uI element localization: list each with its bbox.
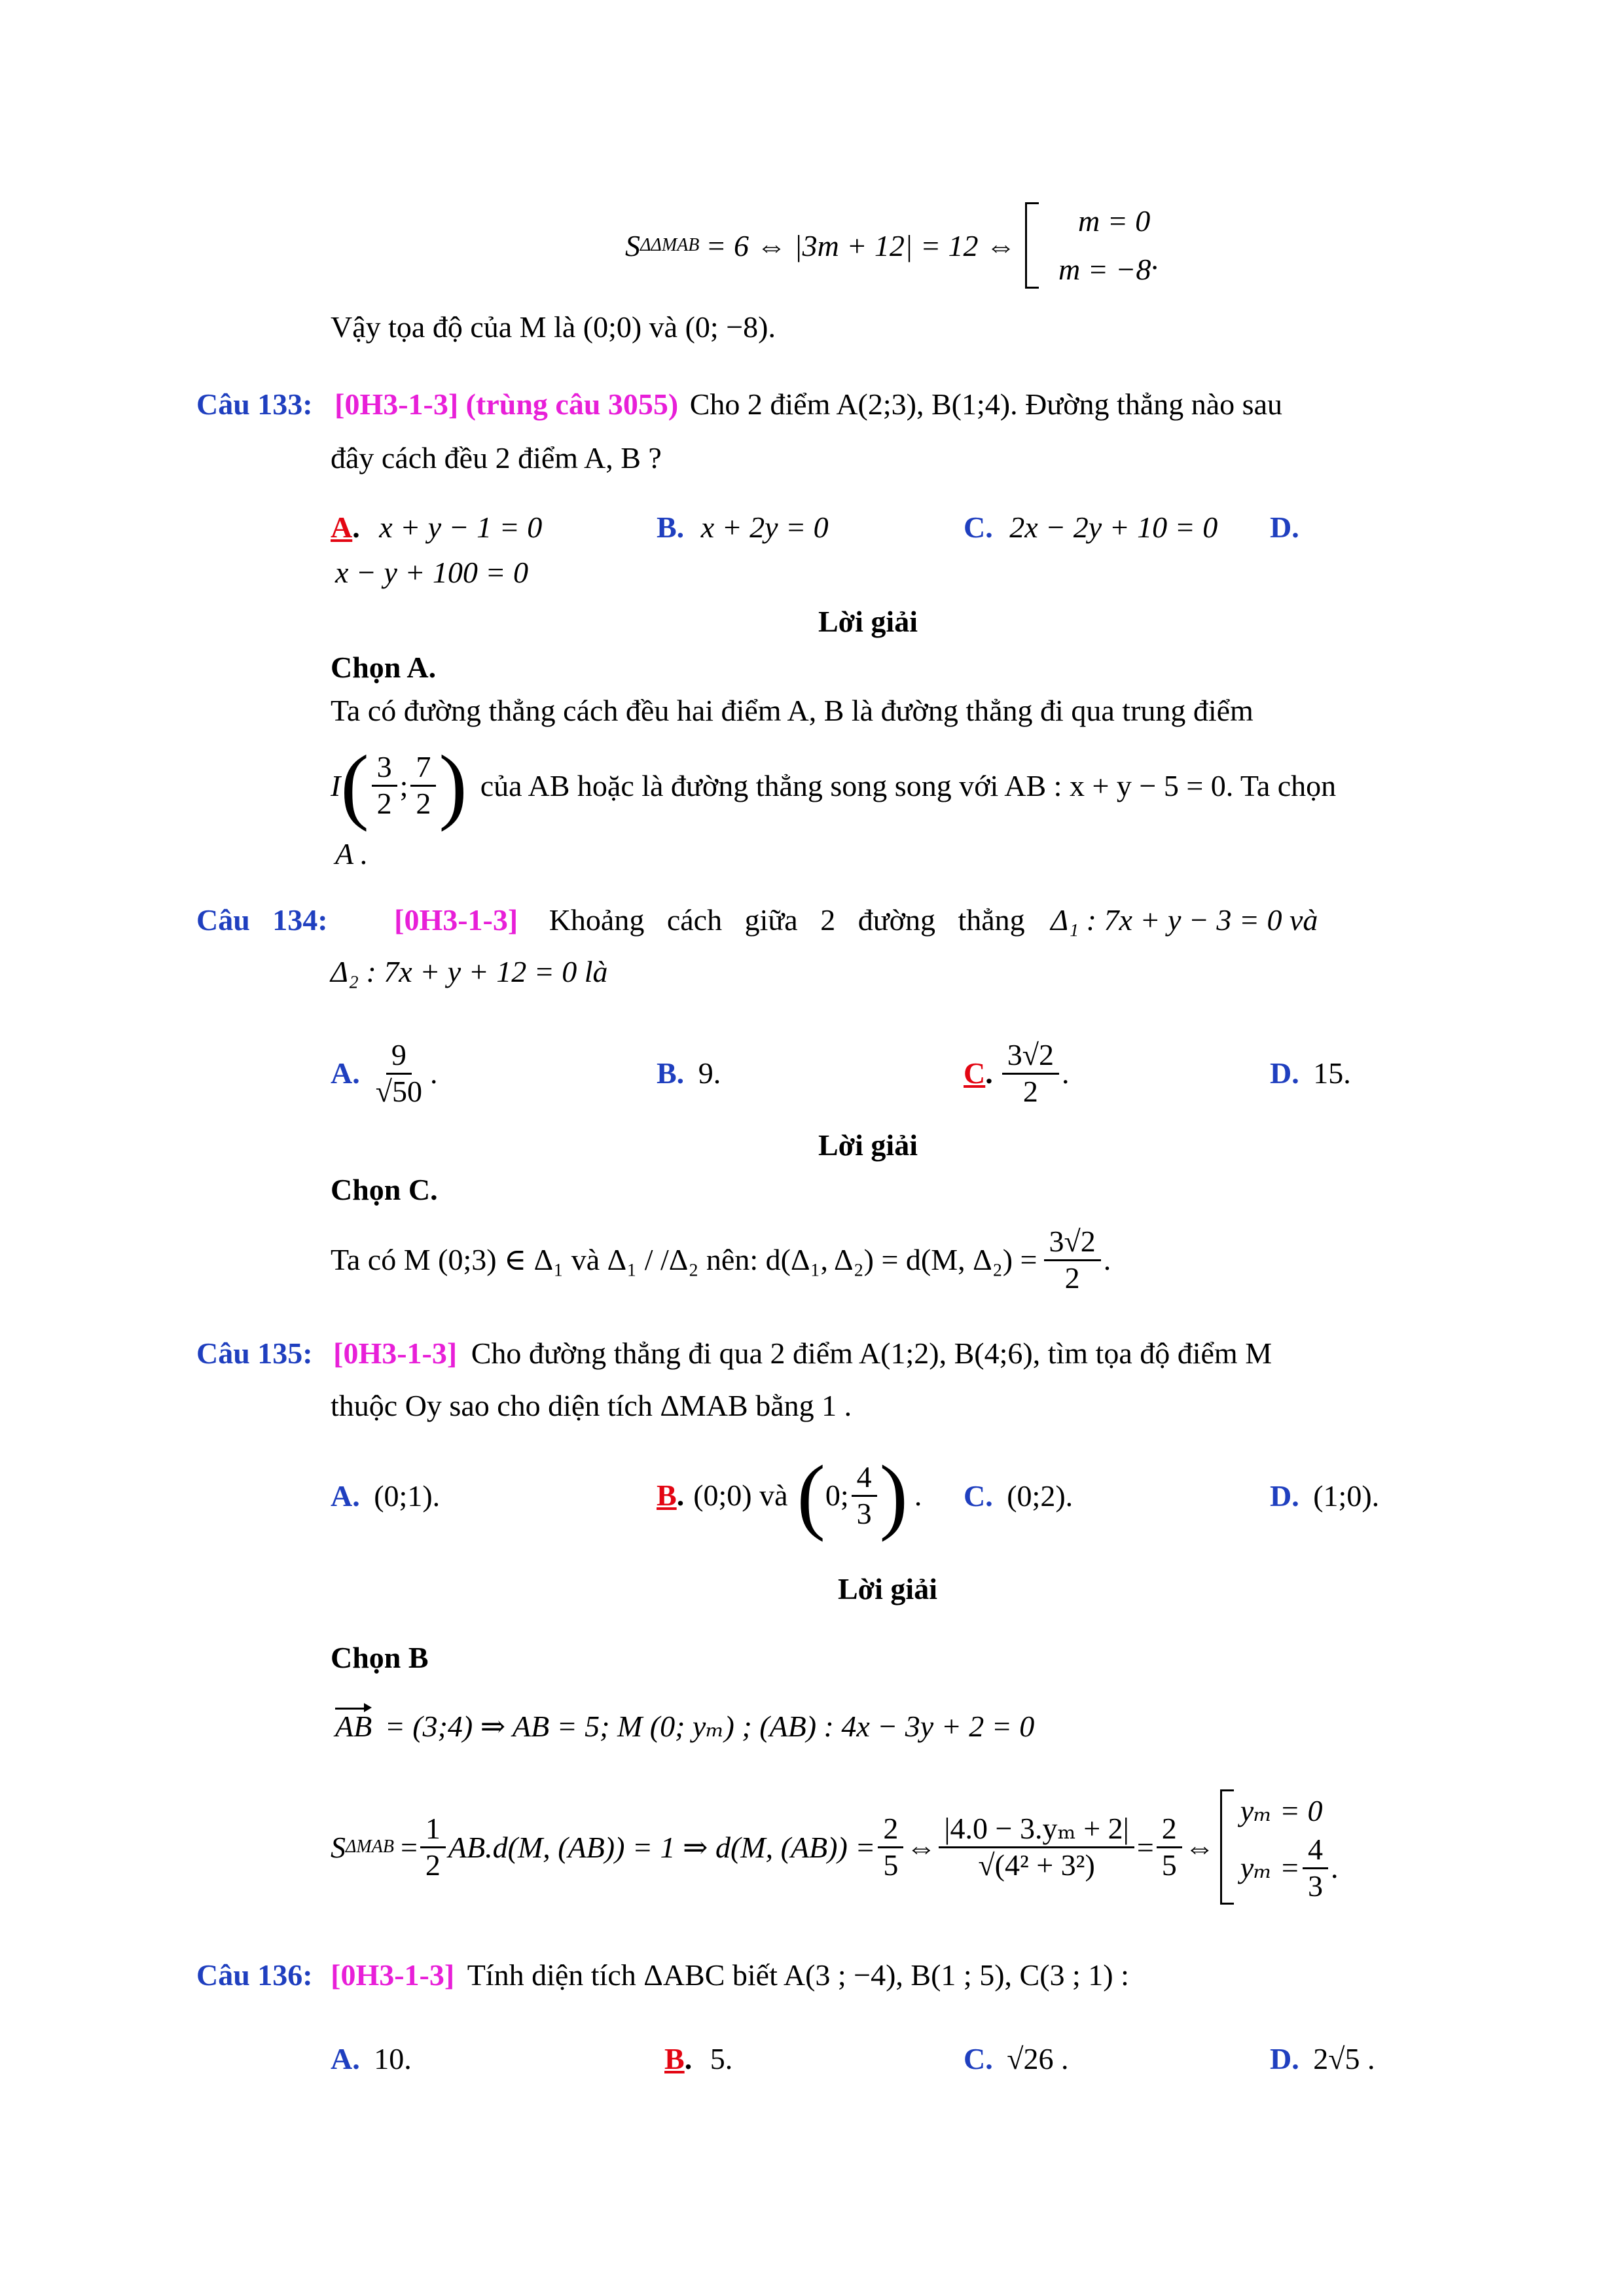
q133-sol2-frac1-den: 2 [376, 786, 392, 820]
q134-sol1: Ta có M (0;3) ∈ Δ₁ và Δ₁ / /Δ₂ nên: d(Δ₁, Δ₂) = d(M, Δ₂) = $\frac{3√2}{2}$ . [331, 1224, 1111, 1295]
q133-option-d[interactable] [1270, 509, 1299, 545]
q135-sol2-lhs: S [331, 1830, 346, 1864]
q135-option-b-frac [852, 1460, 877, 1532]
top-formula-bracket [1025, 202, 1039, 289]
top-conclusion: Vậy tọa độ của M là (0;0) và (0; −8). [331, 310, 776, 344]
q133-option-a-dot: . [352, 511, 360, 544]
q136-text1: Tính diện tích ΔABC biết A(3 ; −4), B(1 ; 5), C(3 ; 1) : [467, 1958, 1129, 1992]
q133-option-c[interactable] [964, 509, 1218, 545]
q135-option-c-value: (0;2). [1007, 1479, 1074, 1513]
q134-option-d-label: D. [1270, 1056, 1299, 1090]
q136-label: Câu 136: [196, 1958, 313, 1992]
q136-option-d-value: 2√5 . [1313, 2042, 1375, 2075]
q135-sol2-frac-b-den: 5 [883, 1848, 899, 1882]
q133-choose: Chọn A. [331, 651, 437, 684]
q135-sol2-frac-c-den: √(4² + 3²) [978, 1848, 1095, 1882]
q133-sol2-frac1 [372, 750, 397, 821]
q133-text1: Cho 2 điểm A(2;3), B(1;4). Đường thẳng nào sau [689, 387, 1282, 421]
q133-sol2-rparen: ) [439, 738, 467, 833]
q133-sol2-frac2-den: 2 [416, 786, 431, 820]
q134-sol1-frac [1044, 1225, 1101, 1296]
q135-sol2-frac-d-den: 5 [1161, 1848, 1177, 1882]
q133-option-d-value: x − y + 100 = 0 [335, 556, 528, 589]
q135-label: Câu 135: [196, 1336, 313, 1370]
q134-text1: Khoảng cách giữa 2 đường thẳng [549, 903, 1025, 937]
q135-sol2-case2: yₘ = [1240, 1850, 1300, 1884]
q135-option-b-rparen: ) [879, 1448, 908, 1543]
q133-option-a[interactable] [331, 509, 542, 545]
q135-option-b[interactable]: B . (0;0) và ( 0; $\frac{4}{3}$ ) . [657, 1448, 922, 1543]
q136-option-c-value: √26 . [1007, 2042, 1069, 2075]
q134-sol1-num: 3√2 [1044, 1225, 1101, 1261]
top-formula-sub: ΔΔMAB [640, 235, 700, 255]
q134-option-a[interactable]: A. $\frac{9}{√50}$ . [331, 1037, 438, 1108]
q134-option-a-label: A. [331, 1056, 360, 1090]
q135-option-b-value: (0;0) và [693, 1479, 788, 1513]
q134-sol1-text: Ta có M (0;3) ∈ Δ₁ và Δ₁ / /Δ₂ nên: d(Δ₁, Δ₂) = d(M, Δ₂) = [331, 1243, 1038, 1277]
q135-sol2-bracket [1220, 1789, 1234, 1905]
q135-sol2-frac-c-num: |4.0 − 3.yₘ + 2| [939, 1812, 1134, 1848]
q134-option-a-den: √50 [375, 1074, 422, 1108]
q134-text1-math: Δ₁ : 7x + y − 3 = 0 và [1051, 903, 1318, 937]
q135-text1: Cho đường thẳng đi qua 2 điểm A(1;2), B(4;6), tìm tọa độ điểm M [471, 1336, 1272, 1370]
q135-option-a-label: A. [331, 1479, 360, 1513]
q133-option-c-label: C. [964, 511, 993, 544]
q135-sol2-frac-c [939, 1812, 1134, 1883]
q135-solution-title: Lời giải [838, 1572, 937, 1605]
q134-text2: Δ₂ : 7x + y + 12 = 0 là [331, 955, 608, 988]
q133-option-b-label: B. [657, 511, 685, 544]
q135-option-b-label: B [657, 1479, 677, 1513]
q135-tag: [0H3-1-3] [333, 1336, 458, 1370]
top-formula-case1: m = 0 [1078, 204, 1151, 238]
q134-solution-title: Lời giải [818, 1128, 918, 1162]
q135-sol1-vec: AB [335, 1710, 372, 1743]
top-formula [625, 196, 1159, 295]
q135-sol2-cases: yₘ = 0 yₘ = $\frac{4}{3}$ . [1240, 1790, 1339, 1903]
q134-option-b-value: 9. [698, 1056, 721, 1090]
q134-option-d-value: 15. [1313, 1056, 1351, 1090]
q135-sol2-frac-d [1157, 1812, 1182, 1883]
q134-tag: [0H3-1-3] [394, 903, 518, 937]
q133-tag: [0H3-1-3] (trùng câu 3055) [334, 387, 679, 421]
top-formula-s: S [625, 228, 640, 262]
q135-option-b-num: 4 [852, 1460, 877, 1497]
q135-sol2-frac-b [878, 1812, 903, 1883]
q136-option-b[interactable]: B. 5. [664, 2042, 733, 2075]
q134-option-c[interactable]: C . $\frac{3√2}{2}$ . [964, 1037, 1070, 1108]
q135-choose: Chọn B [331, 1641, 429, 1674]
q135-option-c-label: C. [964, 1479, 993, 1513]
q135-header [196, 1335, 1272, 1371]
q136-option-a[interactable] [331, 2041, 412, 2077]
q136-option-c-label: C. [964, 2042, 993, 2075]
q135-sol2-frac-a-den: 2 [425, 1848, 441, 1882]
q133-text2: đây cách đều 2 điểm A, B ? [331, 441, 662, 475]
q134-label: Câu 134: [196, 903, 328, 937]
q135-option-d-value: (1;0). [1313, 1479, 1380, 1513]
q133-solution-title: Lời giải [818, 605, 918, 638]
q135-sol2-mid: AB.d(M, (AB)) = 1 ⇒ d(M, (AB)) = [448, 1831, 876, 1864]
q136-header [196, 1957, 1129, 1993]
q133-header [196, 386, 1282, 422]
q134-option-b[interactable] [657, 1055, 721, 1091]
q133-sol2-frac1-num: 3 [372, 750, 397, 787]
q133-sol1: Ta có đường thẳng cách đều hai điểm A, B là đường thẳng đi qua trung điểm [331, 694, 1254, 727]
q136-option-b-label: B [664, 2042, 685, 2075]
q133-sol2-frac2 [410, 750, 436, 821]
q135-sol1-text: = (3;4) ⇒ AB = 5; M (0; yₘ) ; (AB) : 4x − 3y + 2 = 0 [384, 1710, 1035, 1743]
q134-option-d[interactable] [1270, 1055, 1351, 1091]
q135-sol2-frac-d-num: 2 [1157, 1812, 1182, 1848]
q133-option-c-value: 2x − 2y + 10 = 0 [1009, 511, 1218, 544]
q135-option-b-lparen: ( [797, 1448, 825, 1543]
q133-option-d-label: D. [1270, 511, 1299, 544]
q134-sol1-den: 2 [1064, 1261, 1080, 1295]
top-formula-cases [1045, 197, 1151, 293]
q135-sol2: S ΔMAB = $\frac{1}{2}$ AB.d(M, (AB)) = 1 ⇒ d(M, (AB)) = $\frac{2}{5}$ ⇔ $\frac{\text{|4.0 − 3.yₘ + 2|}}{\text{√(4² + 3²)}}$ = $\frac{2}{5}$ ⇔ yₘ = 0 yₘ = $\frac{4}{3}$ . [331, 1782, 1338, 1912]
q134-header [196, 902, 1427, 938]
q133-sol2-rest: của AB hoặc là đường thẳng song song với AB : x + y − 5 = 0. Ta chọn [480, 768, 1337, 802]
top-formula-rest: = 6 ⇔ |3m + 12| = 12 ⇔ [706, 228, 1017, 262]
q133-option-a-value: x + y − 1 = 0 [379, 511, 543, 544]
q133-sol2: I ( $\frac{3}{2}$ ; $\frac{7}{2}$ ) của AB hoặc là đường thẳng song song với AB : x + y − 5 = 0. Ta chọn [331, 738, 1337, 833]
q135-sol2-case1: yₘ = 0 [1240, 1794, 1323, 1828]
q133-option-a-label: A [331, 511, 353, 544]
q136-tag: [0H3-1-3] [331, 1958, 455, 1992]
q133-sol3: A . [335, 837, 369, 870]
q134-option-c-num: 3√2 [1002, 1038, 1059, 1075]
q136-option-a-value: 10. [374, 2042, 412, 2075]
top-formula-end: . [1151, 242, 1159, 276]
q133-sol2-lparen: ( [340, 738, 369, 833]
q133-option-b-value: x + 2y = 0 [700, 511, 829, 544]
q135-text2: thuộc Oy sao cho diện tích ΔMAB bằng 1 . [331, 1389, 852, 1422]
q135-option-a[interactable] [331, 1478, 440, 1514]
q135-sol2-case2-num: 4 [1303, 1833, 1328, 1869]
q135-option-d-label: D. [1270, 1479, 1299, 1513]
q135-sol2-frac-a [420, 1812, 446, 1883]
q134-option-a-num: 9 [386, 1038, 412, 1075]
q135-option-b-den: 3 [856, 1496, 872, 1530]
q136-option-b-value: 5. [710, 2042, 733, 2075]
q135-sol2-frac-a-num: 1 [420, 1812, 446, 1848]
q135-option-d[interactable] [1270, 1478, 1379, 1514]
q135-sol2-case2-den: 3 [1307, 1869, 1323, 1903]
q135-sol2-frac-b-num: 2 [878, 1812, 903, 1848]
q134-choose: Chọn C. [331, 1173, 438, 1206]
q136-option-d[interactable] [1270, 2041, 1375, 2077]
q135-sol1 [335, 1708, 1034, 1744]
q134-option-c-label: C [964, 1056, 986, 1090]
q135-option-a-value: (0;1). [374, 1479, 441, 1513]
q135-option-c[interactable] [964, 1478, 1073, 1514]
q136-option-d-label: D. [1270, 2042, 1299, 2075]
top-formula-case2: m = −8 [1058, 253, 1151, 286]
q136-option-c[interactable] [964, 2041, 1068, 2077]
q135-sol2-sub: ΔMAB [346, 1837, 394, 1857]
q134-option-c-frac [1002, 1038, 1059, 1109]
q134-option-a-frac [370, 1038, 427, 1109]
q133-sol2-frac2-num: 7 [410, 750, 436, 787]
q133-option-b[interactable] [657, 509, 829, 545]
q134-option-c-den: 2 [1022, 1074, 1038, 1108]
q134-option-b-label: B. [657, 1056, 685, 1090]
q135-sol2-case2-frac [1303, 1833, 1328, 1904]
q133-label: Câu 133: [196, 387, 313, 421]
q136-option-a-label: A. [331, 2042, 360, 2075]
q133-sol2-I: I [331, 768, 341, 802]
